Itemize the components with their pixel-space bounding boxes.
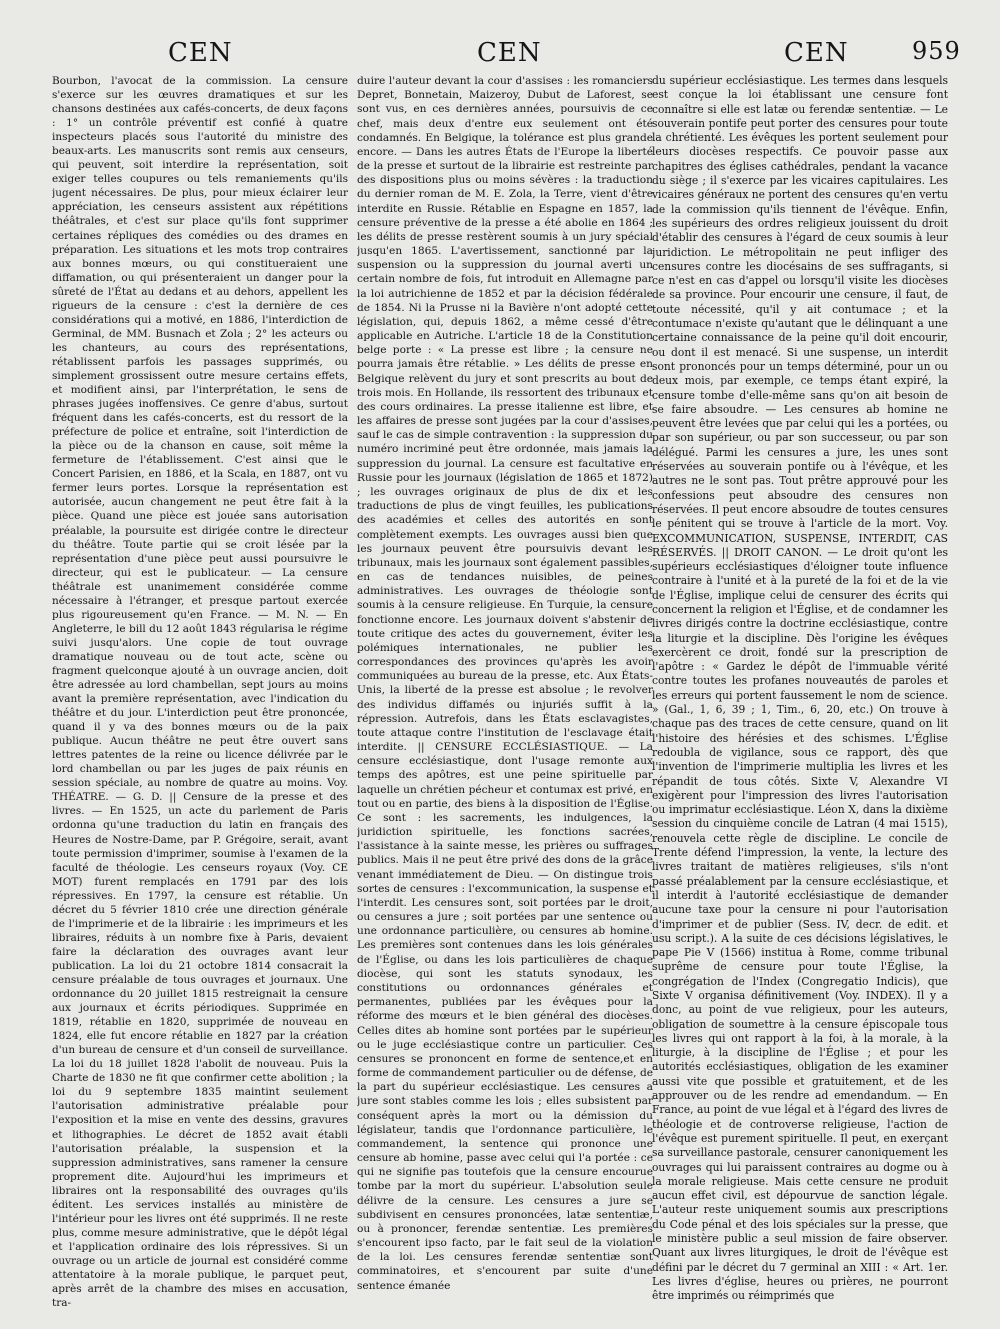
column-text: Bourbon, l'avocat de la commission. La censure s'exerce sur les œuvres dramatiques et sur les chansons destinées aux cafés-concerts, de deux façons : 1° un contrôle préventif est confié à quatre inspecteurs placés sous l'autorité du ministre des beaux-arts. Les manuscrits sont remis aux censeurs, qui peuvent, soit interdire la représentation, soit exiger telles coupures ou tels remaniements qu'ils jugent nécessaires. De plus, pour mieux éclairer leur appréciation, les censeurs assistent aux répétitions théâtrales, et c'est sur place qu'ils font supprimer certaines répliques des comédies ou des drames en préparation. Les situations et les mots trop contraires aux bonnes mœurs, ou qui constitueraient une diffamation, ou qui présenteraient un danger pour la sûreté de l'État au dedans et au dehors, appellent les rigueurs de la censure : c'est la dernière de ces considérations qui a motivé, en 1886, l'interdiction de Germinal, de MM. Busnach et Zola ; 2° les acteurs ou les chanteurs, au cours des représentations, rétablissent parfois les passages supprimés, ou simplement grossissent outre mesure certains effets, et modifient ainsi, par l'interprétation, le sens de phrases jugées inoffensives. Ce genre d'abus, surtout fréquent dans les cafés-concerts, est du ressort de la préfecture de police et entraîne, soit l'interdiction de la pièce ou de la chanson en cause, soit même la fermeture de l'établissement. C'est ainsi que le Concert Parisien, en 1886, et la Scala, en 1887, ont vu fermer leurs portes. Lorsque la représentation est autorisée, aucun changement ne peut être fait à la pièce. Quand une pièce est jouée sans autorisation préalable, la poursuite est dirigée contre le directeur du théâtre. Toute partie qui se croit lésée par la représentation d'une pièce peut aussi poursuivre le directeur, qui est le publicateur. — La censure théâtrale est unanimement considérée comme nécessaire à l'étranger, et presque partout exercée plus rigoureusement qu'en France. — M. N. — En Angleterre, le bill du 12 août 1843 régularisa le régime suivi jusqu'alors. Une copie de tout ouvrage dramatique nouveau ou de tout acte, scène ou fragment quelconque ajouté à un ouvrage ancien, doit être adressée au lord chambellan, sept jours au moins avant la première représentation, avec l'indication du théâtre et du jour. L'interdiction peut être prononcée, quand il y va des bonnes mœurs ou de la paix publique. Aucun théâtre ne peut être ouvert sans lettres patentes de la reine ou licence délivrée par le lord chambellan ou par les juges de paix réunis en session spéciale, au nombre de quatre au moins. Voy. THÉATRE. — G. D. || Censure de la presse et des livres. — En 1525, un acte du parlement de Paris ordonna qu'une traduction du latin en français des Heures de Nostre-Dame, par P. Grégoire, serait, avant toute permission d'imprimer, soumise à l'examen de la faculté de théologie. Les censeurs royaux (Voy. CE MOT) furent remplacés en 1791 par des lois répressives. En 1797, la censure est rétablie. Un décret du 5 février 1810 crée une direction générale de l'imprimerie et de la librairie : les imprimeurs et les libraires, réduits à un nombre fixe à Paris, devaient faire la déclaration des ouvrages avant leur publication. La loi du 21 octobre 1814 consacrait la censure préalable de tous ouvrages et journaux. Une ordonnance du 20 juillet 1815 restreignait la censure aux journaux et écrits périodiques. Supprimée en 1819, rétablie en 1820, supprimée de nouveau en 1824, elle fut encore rétablie en 1827 par la création d'un bureau de censure et d'un conseil de surveillance. La loi du 18 juillet 1828 l'abolit de nouveau. Puis la Charte de 1830 ne fit que confirmer cette abolition ; la loi du 9 septembre 1835 maintint seulement l'autorisation administrative préalable pour l'exposition et la mise en vente des dessins, gravures et lithographies. Le décret de 1852 avait établi l'autorisation préalable, la suspension et la suppression administratives, sans ramener la censure proprement dite. Aujourd'hui les imprimeurs et libraires ont la responsabilité des ouvrages qu'ils éditent. Les services installés au ministère de l'intérieur pour les livres ont été supprimés. Il ne reste plus, comme mesure administrative, que le dépôt légal et l'application ordinaire des lois répressives. Si un ouvrage ou un article de journal est considéré comme attentatoire à la morale publique, le parquet peut, après arrêt de la chambre des mises en accusation, tra-: [52, 75, 348, 1310]
page-number: 959: [912, 37, 961, 65]
column-text: duire l'auteur devant la cour d'assises : les romanciers Depret, Bonnetain, Maizeroy, Dubut de Laforest, se sont vus, en ces dernières années, poursuivis de ce chef, mais deux d'entre eux seulement ont été condamnés. En Belgique, la tolérance est plus grande encore. — Dans les autres États de l'Europe la liberté de la presse et surtout de la librairie est restreinte par des dispositions plus ou moins sévères : la traduction du dernier roman de M. E. Zola, la Terre, vient d'être interdite en Russie. Rétablie en Espagne en 1857, la censure préventive de la presse a été abolie en 1864 ; les délits de presse restèrent soumis à un jury spécial jusqu'en 1865. L'avertissement, sanctionné par la suspension ou la suppression du journal averti un certain nombre de fois, fut introduit en Allemagne par la loi autrichienne de 1852 et par la décision fédérale de 1854. Ni la Prusse ni la Bavière n'ont adopté cette législation, qui, depuis 1862, a même cessé d'être applicable en Autriche. L'article 18 de la Constitution belge porte : « La presse est libre ; la censure ne pourra jamais être rétablie. » Les délits de presse en Belgique relèvent du jury et sont prescrits au bout de trois mois. En Hollande, ils ressortent des tribunaux et des cours ordinaires. La presse italienne est libre, et les affaires de presse sont jugées par la cour d'assises, sauf le cas de simple contravention : la suppression du numéro incriminé peut être ordonnée, mais jamais la suppression du journal. La censure est facultative en Russie pour les journaux (législation de 1865 et 1872) ; les ouvrages originaux de plus de dix et les traductions de plus de vingt feuilles, les publications des académies et celles des autorités en sont complètement exempts. Les ouvrages aussi bien que les journaux peuvent être poursuivis devant les tribunaux, mais les journaux sont également passibles, en cas de tendances nuisibles, de peines administratives. Les ouvrages de théologie sont soumis à la censure religieuse. En Turquie, la censure fonctionne encore. Les journaux doivent s'abstenir de toute critique des actes du gouvernement, éviter les polémiques internationales, ne publier les correspondances des provinces qu'après les avoir communiquées au bureau de la presse, etc. Aux États-Unis, la liberté de la presse est absolue ; le revolver des individus diffamés ou injuriés suffit à la répression. Autrefois, dans les États esclavagistes, toute attaque contre l'institution de l'esclavage était interdite. || CENSURE ECCLÉSIASTIQUE. — La censure ecclésiastique, dont l'usage remonte aux temps des apôtres, est une peine spirituelle par laquelle un chrétien pécheur et contumax est privé, en tout ou en partie, des biens à la disposition de l'Église. Ce sont : les sacrements, les indulgences, la juridiction spirituelle, les fonctions sacrées, l'assistance à la sainte messe, les prières ou suffrages publics. Mais il ne peut être privé des dons de la grâce venant immédiatement de Dieu. — On distingue trois sortes de censures : l'excommunication, la suspense et l'interdit. Les censures sont, soit portées par le droit, ou censures a jure ; soit portées par une sentence ou une ordonnance particulière, ou censures ab homine. Les premières sont contenues dans les lois générales de l'Église, ou dans les lois particulières de chaque diocèse, qui sont les statuts synodaux, les constitutions ou ordonnances générales et permanentes, publiées par les évêques pour la réforme des mœurs et le bien général des diocèses. Celles dites ab homine sont portées par le supérieur ou le juge ecclésiastique contre un particulier. Ces censures se prononcent en forme de sentence,et en forme de commandement particulier ou de défense, de la part du supérieur ecclésiastique. Les censures a jure sont stables comme les lois ; elles subsistent par conséquent après la mort ou la démission du législateur, tandis que l'ordonnance particulière, le commandement, la sentence qui prononce une censure ab homine, passe avec celui qui l'a portée : ce qui ne signifie pas toutefois que la censure encourue tombe par la mort du supérieur. L'absolution seule délivre de la censure. Les censures a jure se subdivisent en censures prononcées, latæ sententiæ, ou à prononcer, ferendæ sententiæ. Les premières s'encourent ipso facto, par le fait seul de la violation de la loi. Les censures ferendæ sententiæ sont comminatoires, et s'encourent par suite d'une sentence émanée: [357, 75, 653, 1292]
text-column-2: [357, 74, 653, 1314]
text-column-1: [52, 74, 348, 1314]
running-head-right: CEN: [784, 38, 849, 68]
running-head-left: CEN: [168, 38, 233, 68]
column-text: du supérieur ecclésiastique. Les termes dans lesquels est conçue la loi établissant une censure font connaître si elle est latæ ou ferendæ sententiæ. — Le souverain pontife peut porter des censures pour toute la chrétienté. Les évêques les portent seulement pour leurs diocèses respectifs. Ce pouvoir passe aux chapitres des églises cathédrales, pendant la vacance du siège ; il s'exerce par les vicaires capitulaires. Les vicaires généraux ne portent des censures qu'en vertu de la commission qu'ils tiennent de l'évêque. Enfin, les supérieurs des ordres religieux jouissent du droit d'établir des censures à l'égard de ceux soumis à leur juridiction. Le métropolitain ne peut infliger des censures contre les diocésains de ses suffragants, si ce n'est en cas d'appel ou lorsqu'il visite les diocèses de sa province. Pour encourir une censure, il faut, de toute nécessité, qu'il y ait contumace ; et la contumace n'existe qu'autant que le délinquant a une certaine connaissance de la peine qu'il doit encourir, ou dont il est menacé. Si une suspense, un interdit sont prononcés pour un temps déterminé, pour un ou deux mois, par exemple, ce temps étant expiré, la censure tombe d'elle-même sans qu'on ait besoin de se faire absoudre. — Les censures ab homine ne peuvent être levées que par celui qui les a portées, ou par son supérieur, ou par son successeur, ou par son délégué. Parmi les censures a jure, les unes sont réservées au souverain pontife ou à l'évêque, et les autres ne le sont pas. Tout prêtre approuvé pour les confessions peut absoudre des censures non réservées. Il peut encore absoudre de toutes censures le pénitent qui se trouve à l'article de la mort. Voy. EXCOMMUNICATION, SUSPENSE, INTERDIT, CAS RÉSERVÉS. || DROIT CANON. — Le droit qu'ont les supérieurs ecclésiastiques d'éloigner toute influence contraire à l'unité et à la pureté de la foi et de la vie de l'Église, implique celui de censurer des écrits qui concernent la religion et l'Église, et de condamner les livres dirigés contre la doctrine ecclésiastique, contre la liturgie et la discipline. Dès l'origine les évêques exercèrent ce droit, fondé sur la prescription de l'apôtre : « Gardez le dépôt de l'immuable vérité contre toutes les profanes nouveautés de paroles et les erreurs qui portent faussement le nom de science. » (Gal., 1, 6, 39 ; 1, Tim., 6, 20, etc.) On trouve à chaque pas des traces de cette censure, quand on lit l'histoire des hérésies et des schismes. L'Église redoubla de vigilance, sous ce rapport, dès que l'invention de l'imprimerie multiplia les livres et les répandit de tous côtés. Sixte V, Alexandre VI exigèrent pour l'impression des livres l'autorisation ou imprimatur ecclésiastique. Léon X, dans la dixième session du cinquième concile de Latran (4 mai 1515), renouvela cette règle de discipline. Le concile de Trente défend l'impression, la vente, la lecture des livres traitant de matières religieuses, s'ils n'ont passé préalablement par la censure ecclésiastique, et il interdit à l'autorité ecclésiastique de demander aucune taxe pour la censure ni pour l'autorisation d'imprimer et de publier (Sess. IV, decr. de edit. et usu script.). A la suite de ces décisions législatives, le pape Pie V (1566) institua à Rome, comme tribunal suprême de censure pour toute l'Église, la congrégation de l'Index (Congregatio Indicis), que Sixte V organisa définitivement (Voy. INDEX). Il y a donc, au point de vue religieux, pour les auteurs, obligation de soumettre à la censure épiscopale tous les livres qui ont rapport à la foi, à la morale, à la liturgie, à la discipline de l'Église ; et pour les autorités ecclésiastiques, obligation de les examiner aussi vite que possible et gratuitement, et de les approuver ou de les rendre ad emendandum. — En France, au point de vue légal et à l'égard des livres de théologie et de controverse religieuse, l'action de l'évêque est purement spirituelle. Il peut, en exerçant sa surveillance pastorale, censurer canoniquement les ouvrages qui lui paraissent contraires au dogme ou à la morale religieuse. Mais cette censure ne produit aucun effet civil, est dépourvue de sanction légale. L'auteur reste uniquement soumis aux prescriptions du Code pénal et des lois spéciales sur la presse, que le ministère public a seul mission de faire observer. Quant aux livres liturgiques, le droit de l'évêque est défini par le décret du 7 germinal an XIII : « Art. 1er. Les livres d'église, heures ou prières, ne pourront être imprimés ou réimprimés que: [652, 74, 948, 1303]
text-column-3: [652, 74, 948, 1314]
running-head-center: CEN: [477, 38, 542, 68]
